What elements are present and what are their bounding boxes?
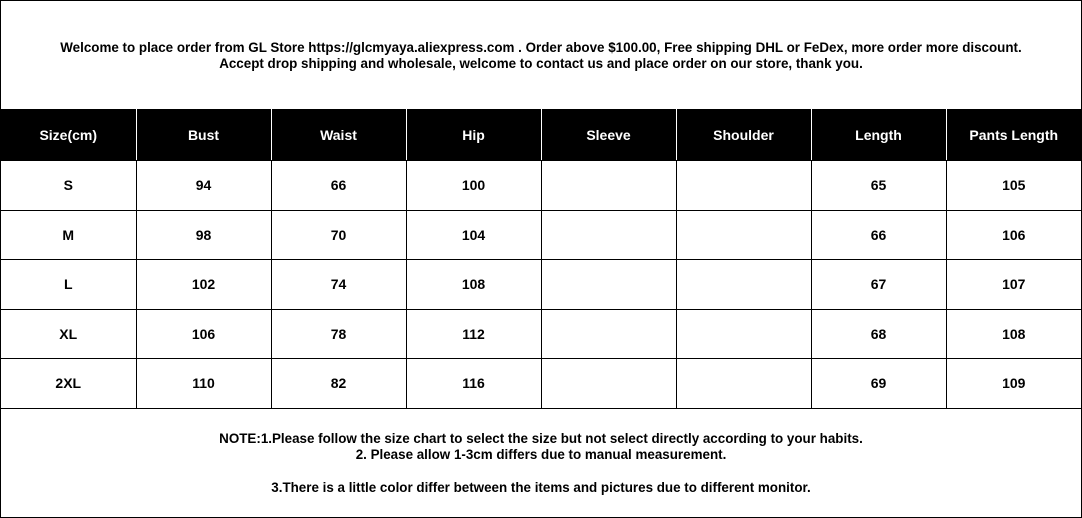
- table-cell: 116: [406, 359, 541, 409]
- table-cell: 105: [946, 161, 1081, 211]
- table-cell: 107: [946, 260, 1081, 310]
- table-cell: M: [1, 210, 136, 260]
- table-row: [1, 161, 1081, 211]
- table-row: [1, 210, 1081, 260]
- table-cell: [676, 161, 811, 211]
- column-header-shoulder: Shoulder: [676, 110, 811, 161]
- table-cell: 112: [406, 309, 541, 359]
- table-cell: 106: [136, 309, 271, 359]
- table-cell: 69: [811, 359, 946, 409]
- note-line-2: 2. Please allow 1-3cm differs due to manual measurement.: [355, 447, 727, 462]
- table-cell: 108: [406, 260, 541, 310]
- table-cell: [541, 309, 676, 359]
- table-cell: L: [1, 260, 136, 310]
- table-row: [1, 309, 1081, 359]
- column-header-length: Length: [811, 110, 946, 161]
- column-header-bust: Bust: [136, 110, 271, 161]
- table-cell: 82: [271, 359, 406, 409]
- table-cell: 98: [136, 210, 271, 260]
- store-welcome-banner: [1, 1, 1081, 109]
- table-cell: 66: [271, 161, 406, 211]
- note-line-3: 3.There is a little color differ between the items and pictures due to different monitor.: [271, 480, 811, 495]
- table-header-row: [1, 110, 1081, 161]
- table-cell: [541, 161, 676, 211]
- column-header-pants-length: Pants Length: [946, 110, 1081, 161]
- column-header-sleeve: Sleeve: [541, 110, 676, 161]
- table-row: [1, 359, 1081, 409]
- table-cell: 2XL: [1, 359, 136, 409]
- table-cell: 106: [946, 210, 1081, 260]
- table-cell: 108: [946, 309, 1081, 359]
- table-cell: 65: [811, 161, 946, 211]
- table-cell: 78: [271, 309, 406, 359]
- table-cell: 94: [136, 161, 271, 211]
- table-row: [1, 260, 1081, 310]
- note-line-1: NOTE:1.Please follow the size chart to select the size but not select directly according to your habits.: [219, 431, 863, 446]
- table-cell: [676, 309, 811, 359]
- table-cell: 68: [811, 309, 946, 359]
- table-cell: [541, 210, 676, 260]
- table-cell: 100: [406, 161, 541, 211]
- size-chart-table: [1, 109, 1081, 409]
- column-header-hip: Hip: [406, 110, 541, 161]
- table-cell: [676, 359, 811, 409]
- table-cell: [676, 260, 811, 310]
- table-cell: 66: [811, 210, 946, 260]
- table-cell: 104: [406, 210, 541, 260]
- table-cell: XL: [1, 309, 136, 359]
- size-notes: [1, 408, 1081, 517]
- column-header-size: Size(cm): [1, 110, 136, 161]
- column-header-waist: Waist: [271, 110, 406, 161]
- table-cell: S: [1, 161, 136, 211]
- table-cell: 110: [136, 359, 271, 409]
- table-cell: [541, 260, 676, 310]
- table-cell: 67: [811, 260, 946, 310]
- table-cell: 70: [271, 210, 406, 260]
- table-cell: 74: [271, 260, 406, 310]
- table-cell: 102: [136, 260, 271, 310]
- table-cell: [541, 359, 676, 409]
- welcome-text-line-1: Welcome to place order from GL Store https://glcmyaya.aliexpress.com . Order above $100.00, Free shipping DHL or FeDex, more order more discount.: [60, 40, 1022, 55]
- table-cell: 109: [946, 359, 1081, 409]
- welcome-text-line-2: Accept drop shipping and wholesale, welcome to contact us and place order on our store, thank you.: [219, 56, 863, 71]
- table-cell: [676, 210, 811, 260]
